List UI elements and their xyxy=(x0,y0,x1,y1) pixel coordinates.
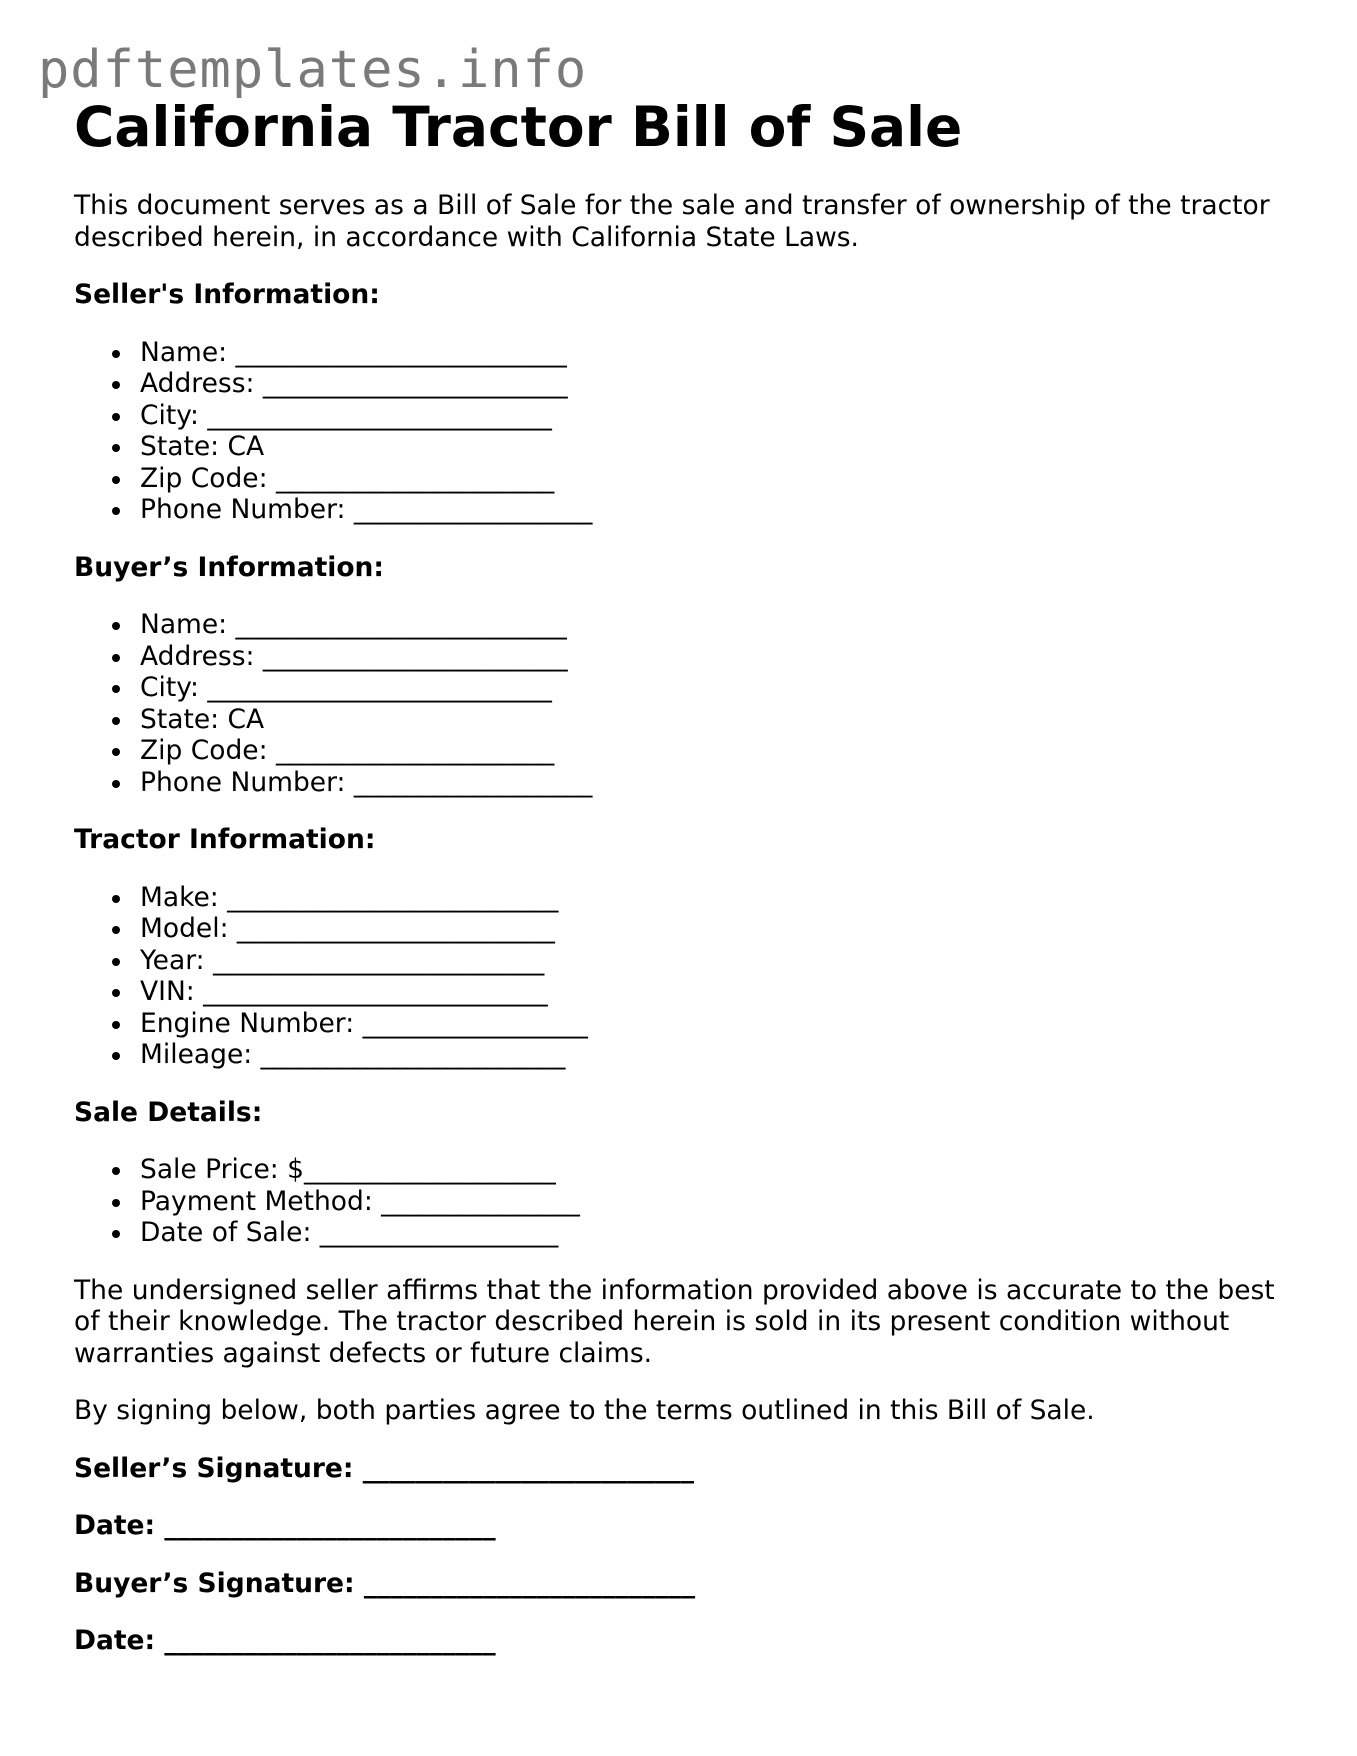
buyer-info-heading: Buyer’s Information: xyxy=(74,551,385,583)
seller-city-field: City: __________________________ xyxy=(74,400,1294,432)
document-title: California Tractor Bill of Sale xyxy=(74,95,963,159)
seller-fields-list xyxy=(74,337,1294,526)
document-body xyxy=(74,90,1294,1657)
tractor-year-field: Year: _________________________ xyxy=(74,945,1294,977)
seller-info-heading: Seller's Information: xyxy=(74,279,380,310)
seller-signature-line: Seller’s Signature: _________________________ xyxy=(74,1452,694,1484)
buyer-zip-field: Zip Code: _____________________ xyxy=(74,735,1294,767)
seller-name-field: Name: _________________________ xyxy=(74,337,1294,369)
sale-details-heading: Sale Details: xyxy=(74,1096,263,1128)
tractor-fields-list xyxy=(74,882,1294,1071)
buyer-fields-list xyxy=(74,609,1294,798)
tractor-info-heading: Tractor Information: xyxy=(74,824,376,855)
buyer-name-field: Name: _________________________ xyxy=(74,609,1294,641)
watermark: pdftemplates.info xyxy=(38,40,588,100)
seller-state-field: State: CA xyxy=(74,431,1294,463)
buyer-phone-field: Phone Number: __________________ xyxy=(74,767,1294,799)
tractor-mileage-field: Mileage: _______________________ xyxy=(74,1039,1294,1071)
seller-phone-field: Phone Number: __________________ xyxy=(74,494,1294,526)
seller-zip-field: Zip Code: _____________________ xyxy=(74,463,1294,495)
buyer-state-field: State: CA xyxy=(74,704,1294,736)
affirmation-paragraph: The undersigned seller affirms that the information provided above is accurate to the best of their knowledge. The tractor described herein is sold in its present condition without warranties against defects or future claims. xyxy=(74,1274,1275,1369)
tractor-make-field: Make: _________________________ xyxy=(74,882,1294,914)
sale-fields-list xyxy=(74,1154,1294,1249)
sale-price-field: Sale Price: $___________________ xyxy=(74,1154,1294,1186)
seller-date-line: Date: _________________________ xyxy=(74,1510,496,1541)
buyer-address-field: Address: _______________________ xyxy=(74,641,1294,673)
buyer-city-field: City: __________________________ xyxy=(74,672,1294,704)
payment-method-field: Payment Method: _______________ xyxy=(74,1186,1294,1218)
date-of-sale-field: Date of Sale: __________________ xyxy=(74,1217,1294,1249)
seller-address-field: Address: _______________________ xyxy=(74,368,1294,400)
intro-paragraph: This document serves as a Bill of Sale for the sale and transfer of ownership of the tractor described herein, in accordance with California State Laws. xyxy=(74,190,1270,253)
tractor-vin-field: VIN: __________________________ xyxy=(74,976,1294,1008)
agreement-paragraph: By signing below, both parties agree to the terms outlined in this Bill of Sale. xyxy=(74,1395,1095,1426)
buyer-signature-line: Buyer’s Signature: _________________________ xyxy=(74,1567,696,1599)
buyer-date-line: Date: _________________________ xyxy=(74,1625,496,1656)
tractor-model-field: Model: ________________________ xyxy=(74,913,1294,945)
tractor-engine-number-field: Engine Number: _________________ xyxy=(74,1008,1294,1040)
